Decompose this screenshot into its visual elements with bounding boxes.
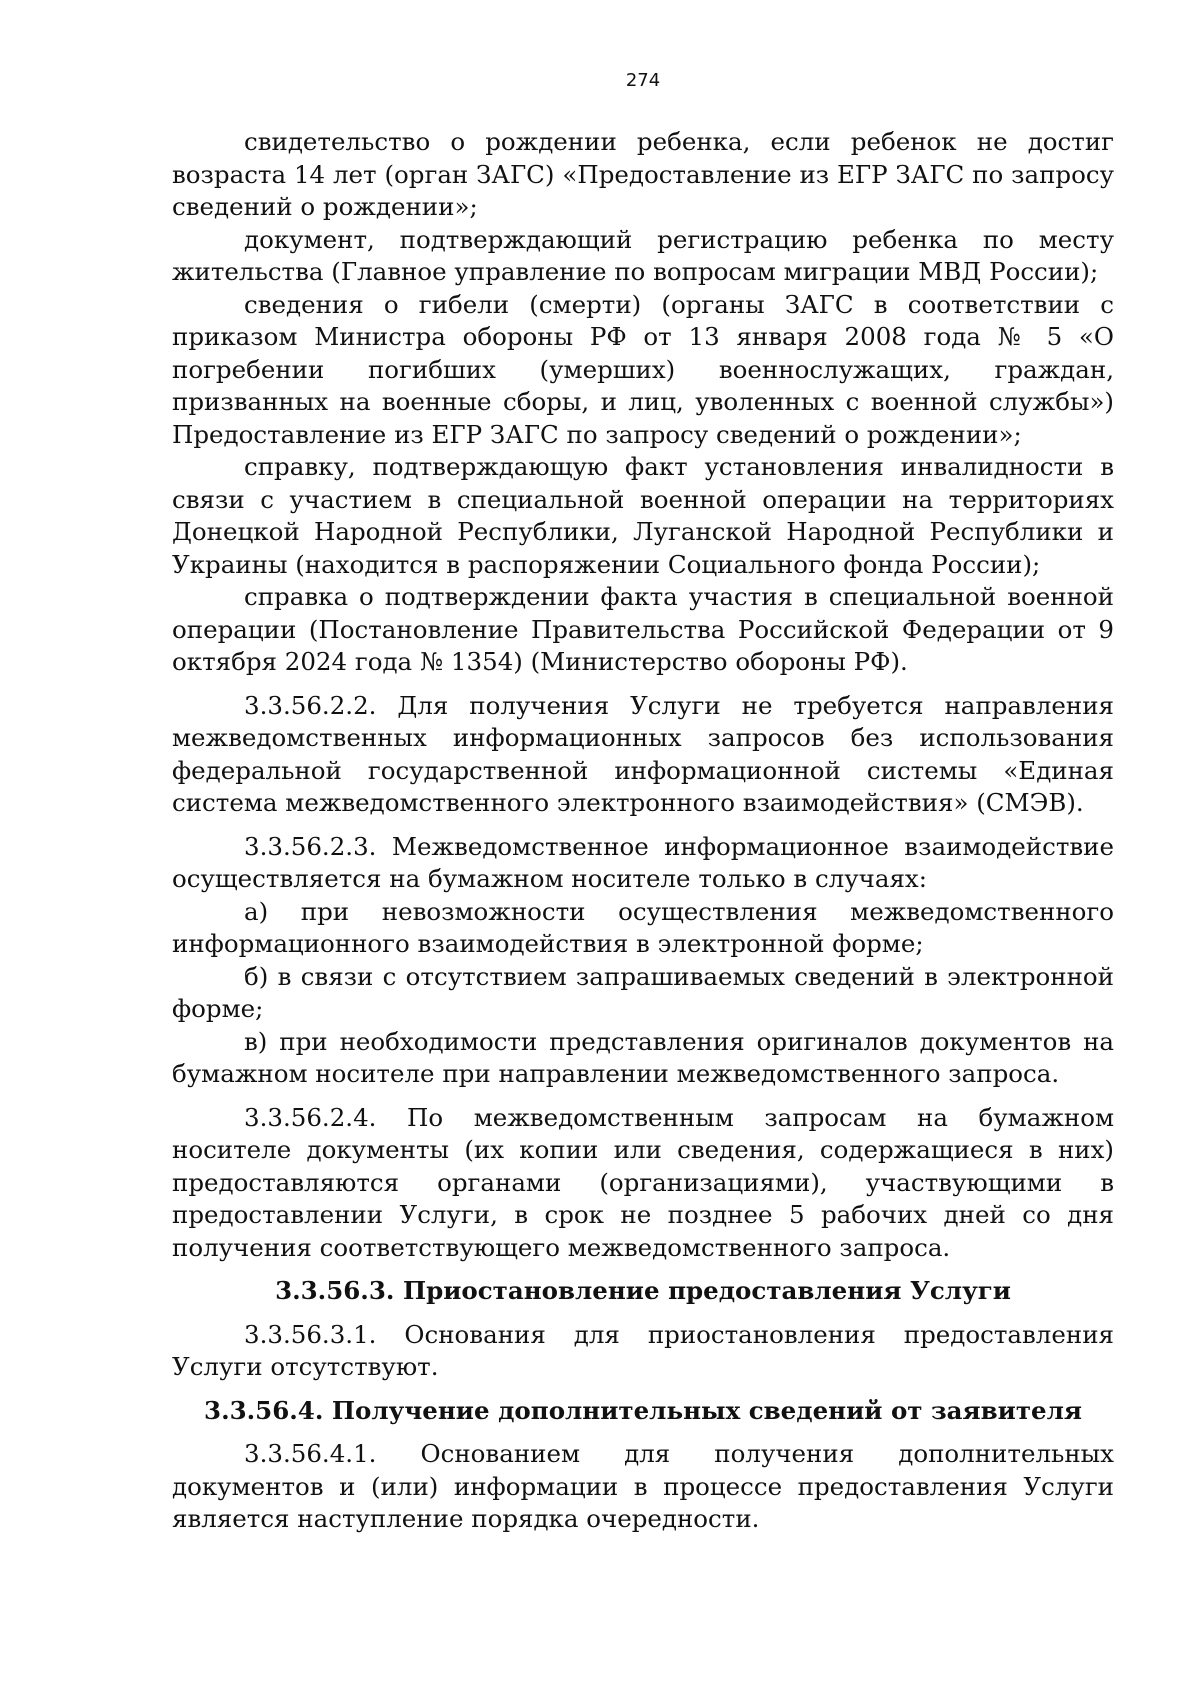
paragraph-3-3-56-2-2: 3.3.56.2.2. Для получения Услуги не требуется направления межведомственных информационных запросов без использования федеральной государственной информационной системы «Единая система межведомственного электронного взаимодействия» (СМЭВ). <box>172 690 1114 817</box>
section-heading-3-3-56-3: 3.3.56.3. Приостановление предоставления Услуги <box>275 1276 1011 1305</box>
section-heading-3-3-56-4: 3.3.56.4. Получение дополнительных сведений от заявителя <box>204 1395 1082 1425</box>
paragraph-3-3-56-2-3: 3.3.56.2.3. Межведомственное информационное взаимодействие осуществляется на бумажном носителе только в случаях: <box>172 831 1114 893</box>
paragraph-registration-document: документ, подтверждающий регистрацию ребенка по месту жительства (Главное управление по вопросам миграции МВД России); <box>172 224 1114 286</box>
paragraph-3-3-56-2-4: 3.3.56.2.4. По межведомственным запросам на бумажном носителе документы (их копии или сведения, содержащиеся в них) предоставляются органами (организациями), участвующими в предоставлении Услуги, в срок не позднее 5 рабочих дней со дня получения соответствующего межведомственного запроса. <box>172 1102 1114 1262</box>
list-item-a: а) при невозможности осуществления межведомственного информационного взаимодействия в электронной форме; <box>172 896 1114 958</box>
paragraph-participation-certificate: справка о подтверждении факта участия в специальной военной операции (Постановление Правительства Российской Федерации от 9 октября 2024 года № 1354) (Министерство обороны РФ). <box>172 582 1114 676</box>
paragraph-3-3-56-3-1: 3.3.56.3.1. Основания для приостановления предоставления Услуги отсутствуют. <box>172 1319 1114 1381</box>
list-item-v: в) при необходимости представления оригиналов документов на бумажном носителе при направлении межведомственного запроса. <box>172 1026 1114 1088</box>
paragraph-disability-certificate: справку, подтверждающую факт установления инвалидности в связи с участием в специальной военной операции на территориях Донецкой Народной Республики, Луганской Народной Республики и Украины (находится в распоряжении Социального фонда России); <box>172 452 1114 579</box>
paragraph-birth-certificate: свидетельство о рождении ребенка, если ребенок не достиг возраста 14 лет (орган ЗАГС) «Предоставление из ЕГР ЗАГС по запросу сведений о рождении»; <box>172 127 1114 221</box>
paragraph-death-information: сведения о гибели (смерти) (органы ЗАГС в соответствии с приказом Министра обороны РФ от 13 января 2008 года № 5 «О погребении погибших (умерших) военнослужащих, граждан, призванных на военные сборы, и лиц, уволенных с военной службы») Предоставление из ЕГР ЗАГС по запросу сведений о рождении»; <box>172 289 1114 449</box>
document-body <box>172 126 1114 1536</box>
paragraph-3-3-56-4-1: 3.3.56.4.1. Основанием для получения дополнительных документов и (или) информации в процессе предоставления Услуги является наступление порядка очередности. <box>172 1439 1114 1533</box>
page-number: 274 <box>625 70 661 91</box>
list-item-b: б) в связи с отсутствием запрашиваемых сведений в электронной форме; <box>172 961 1114 1023</box>
